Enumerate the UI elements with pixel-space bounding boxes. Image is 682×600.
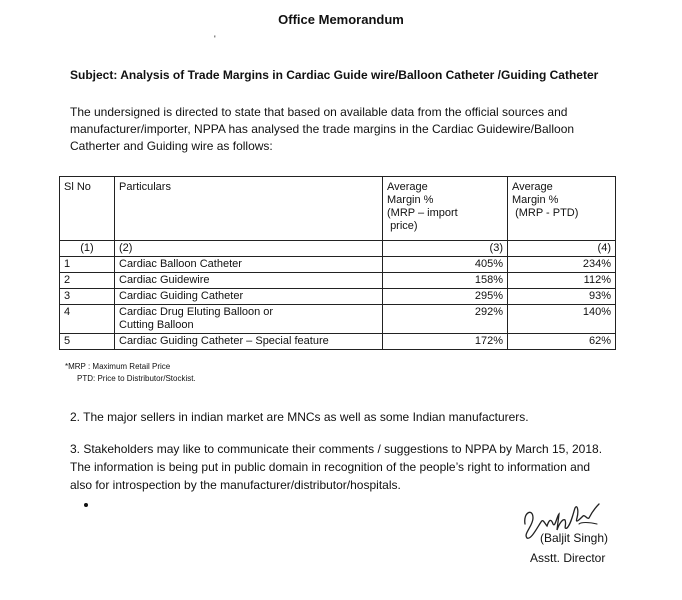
paragraph-3-line: The information is being put in public domain in recognition of the people’s right to information and [70, 460, 591, 474]
particular-cell: Cardiac Guiding Catheter [115, 289, 383, 305]
footnote-ptd: PTD: Price to Distributor/Stockist. [77, 374, 196, 383]
intro-line: manufacturer/importer, NPPA has analysed the trade margins in the Cardiac Guidewire/Balloon [70, 122, 575, 136]
sl-cell: 2 [60, 273, 115, 289]
particular-cell: Cardiac Drug Eluting Balloon or Cutting Balloon [115, 305, 383, 334]
table-row [60, 257, 616, 273]
import-margin-cell: 405% [383, 257, 508, 273]
ptd-margin-cell: 234% [508, 257, 616, 273]
memo-title: Office Memorandum [278, 12, 404, 27]
import-margin-cell: 158% [383, 273, 508, 289]
sl-cell: 5 [60, 334, 115, 350]
ptd-margin-cell: 93% [508, 289, 616, 305]
intro-paragraph [70, 104, 610, 155]
particular-cell: Cardiac Guiding Catheter – Special feature [115, 334, 383, 350]
paragraph-3-line: 3. Stakeholders may like to communicate their comments / suggestions to NPPA by March 15, 2018. [70, 442, 603, 456]
table-row [60, 305, 616, 334]
sl-cell: 4 [60, 305, 115, 334]
ptd-margin-cell: 140% [508, 305, 616, 334]
signatory-name: (Baljit Singh) [540, 531, 609, 545]
intro-line: The undersigned is directed to state that based on available data from the official sources and [70, 105, 568, 119]
index-cell: (2) [115, 241, 383, 257]
bullet-dot-icon [84, 503, 88, 507]
table-footnotes [65, 361, 196, 385]
intro-line: Catherter and Guiding wire as follows: [70, 139, 273, 153]
scan-speck: ' [214, 34, 216, 44]
ptd-margin-cell: 62% [508, 334, 616, 350]
header-sl-no: Sl No [60, 177, 115, 241]
paragraph-2: 2. The major sellers in indian market are MNCs as well as some Indian manufacturers. [70, 410, 529, 424]
index-cell: (4) [508, 241, 616, 257]
index-cell: (1) [60, 241, 115, 257]
table-row [60, 273, 616, 289]
table-header-row [60, 177, 616, 241]
ptd-margin-cell: 112% [508, 273, 616, 289]
trade-margin-table [59, 176, 616, 350]
signatory-designation: Asstt. Director [530, 551, 606, 565]
import-margin-cell: 295% [383, 289, 508, 305]
import-margin-cell: 292% [383, 305, 508, 334]
sl-cell: 3 [60, 289, 115, 305]
header-margin-import: Average Margin % (MRP – import price) [383, 177, 508, 241]
paragraph-3 [70, 440, 602, 494]
memo-subject: Subject: Analysis of Trade Margins in Cardiac Guide wire/Balloon Catheter /Guiding Catheter [70, 68, 599, 82]
index-cell: (3) [383, 241, 508, 257]
table-row [60, 334, 616, 350]
header-margin-ptd: Average Margin % (MRP - PTD) [508, 177, 616, 241]
particular-cell: Cardiac Balloon Catheter [115, 257, 383, 273]
sl-cell: 1 [60, 257, 115, 273]
table-row [60, 289, 616, 305]
import-margin-cell: 172% [383, 334, 508, 350]
table-index-row [60, 241, 616, 257]
paragraph-3-line: also for introspection by the manufacturer/distributor/hospitals. [70, 478, 401, 492]
particular-cell: Cardiac Guidewire [115, 273, 383, 289]
header-particulars: Particulars [115, 177, 383, 241]
footnote-mrp: *MRP : Maximum Retail Price [65, 362, 171, 371]
